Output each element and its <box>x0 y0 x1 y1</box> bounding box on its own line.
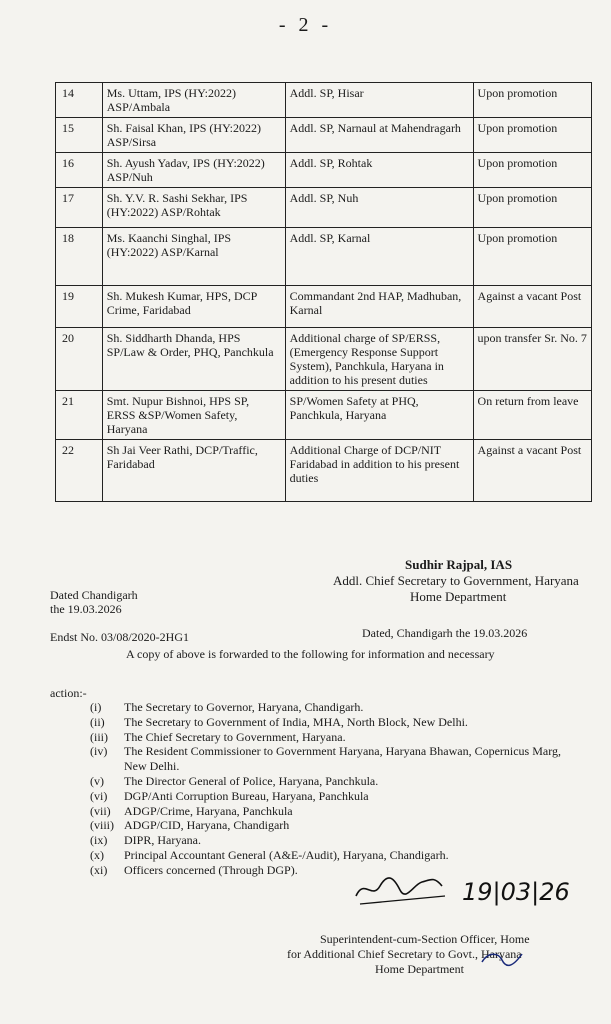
list-item <box>90 789 579 804</box>
recipient-list <box>90 700 579 878</box>
serial-number-cell: 14 <box>56 83 103 118</box>
posting-cell: Additional Charge of DCP/NIT Faridabad in addition to his present duties <box>285 440 473 502</box>
serial-number-cell: 15 <box>56 118 103 153</box>
posting-cell: Additional charge of SP/ERSS, (Emergency Response Support System), Panchkula, Haryana in addition to his present duties <box>285 328 473 391</box>
superintendent-line3: Home Department <box>375 962 464 976</box>
superintendent-line2: for Additional Chief Secretary to Govt., Haryana <box>287 947 522 961</box>
table-row <box>56 153 592 188</box>
officer-name-cell: Sh. Siddharth Dhanda, HPS SP/Law & Order, PHQ, Panchkula <box>102 328 285 391</box>
list-item <box>90 818 579 833</box>
remarks-cell: Upon promotion <box>473 153 591 188</box>
posting-cell: Addl. SP, Rohtak <box>285 153 473 188</box>
action-label: action:- <box>50 686 87 700</box>
posting-cell: Addl. SP, Karnal <box>285 228 473 286</box>
serial-number-cell: 17 <box>56 188 103 228</box>
serial-number-cell: 16 <box>56 153 103 188</box>
list-item <box>90 715 579 730</box>
signatory-department: Home Department <box>410 589 507 604</box>
posting-cell: SP/Women Safety at PHQ, Panchkula, Haryana <box>285 391 473 440</box>
remarks-cell: Upon promotion <box>473 118 591 153</box>
recipient-text: The Secretary to Government of India, MHA, North Block, New Delhi. <box>124 714 468 729</box>
recipient-text: ADGP/CID, Haryana, Chandigarh <box>124 818 290 833</box>
recipient-number: (xi) <box>90 862 108 877</box>
list-item <box>90 833 579 848</box>
recipient-number: (vi) <box>90 788 108 803</box>
table-row <box>56 328 592 391</box>
posting-cell: Addl. SP, Narnaul at Mahendragarh <box>285 118 473 153</box>
superintendent-line1: Superintendent-cum-Section Officer, Home <box>320 932 530 946</box>
posting-cell: Addl. SP, Nuh <box>285 188 473 228</box>
remarks-cell: Against a vacant Post <box>473 286 591 328</box>
table-row <box>56 188 592 228</box>
signatory-name: Sudhir Rajpal, IAS <box>405 557 513 572</box>
signatory-designation: Addl. Chief Secretary to Government, Haryana <box>333 573 579 588</box>
officer-name-cell: Sh. Y.V. R. Sashi Sekhar, IPS (HY:2022) ASP/Rohtak <box>102 188 285 228</box>
officer-name-cell: Sh. Mukesh Kumar, HPS, DCP Crime, Faridabad <box>102 286 285 328</box>
table-row <box>56 83 592 118</box>
recipient-number: (x) <box>90 847 104 862</box>
serial-number-cell: 20 <box>56 328 103 391</box>
recipient-text: The Director General of Police, Haryana, Panchkula. <box>124 773 379 788</box>
recipient-text: Officers concerned (Through DGP). <box>124 862 298 877</box>
table-row <box>56 440 592 502</box>
remarks-cell: Upon promotion <box>473 228 591 286</box>
recipient-text: The Secretary to Governor, Haryana, Chandigarh. <box>124 700 364 714</box>
posting-cell: Addl. SP, Hisar <box>285 83 473 118</box>
recipient-text: The Chief Secretary to Government, Haryana. <box>124 729 346 744</box>
posting-cell: Commandant 2nd HAP, Madhuban, Karnal <box>285 286 473 328</box>
officer-name-cell: Smt. Nupur Bishnoi, HPS SP, ERSS &SP/Women Safety, Haryana <box>102 391 285 440</box>
recipient-number: (viii) <box>90 818 114 833</box>
initials-mark <box>478 948 528 972</box>
recipient-number: (ii) <box>90 714 105 729</box>
list-item <box>90 744 579 774</box>
remarks-cell: Against a vacant Post <box>473 440 591 502</box>
table-row <box>56 286 592 328</box>
forward-text: A copy of above is forwarded to the following for information and necessary <box>126 647 495 661</box>
endst-dated: Dated, Chandigarh the 19.03.2026 <box>362 626 528 640</box>
serial-number-cell: 21 <box>56 391 103 440</box>
serial-number-cell: 18 <box>56 228 103 286</box>
recipient-text: DIPR, Haryana. <box>124 833 201 848</box>
page-number: - 2 - <box>278 14 333 36</box>
recipient-text: Principal Accountant General (A&E-/Audit), Haryana, Chandigarh. <box>124 847 449 862</box>
list-item <box>90 804 579 819</box>
recipient-number: (iii) <box>90 729 108 744</box>
endst-number: Endst No. 03/08/2020-2HG1 <box>50 630 189 644</box>
table-row <box>56 391 592 440</box>
handwritten-date: 19|03|26 <box>462 878 570 906</box>
recipient-number: (i) <box>90 700 102 714</box>
recipient-text: ADGP/Crime, Haryana, Panchkula <box>124 803 293 818</box>
handwritten-signature <box>350 856 580 926</box>
recipient-text: The Resident Commissioner to Government Haryana, Haryana Bhawan, Copernicus Marg, New Delhi. <box>124 744 562 774</box>
recipient-number: (iv) <box>90 744 108 759</box>
list-item <box>90 700 579 715</box>
recipient-number: (vii) <box>90 803 111 818</box>
dated-place-line2: the 19.03.2026 <box>50 602 122 616</box>
remarks-cell: On return from leave <box>473 391 591 440</box>
recipient-number: (ix) <box>90 833 108 848</box>
officer-name-cell: Sh. Ayush Yadav, IPS (HY:2022) ASP/Nuh <box>102 153 285 188</box>
list-item <box>90 774 579 789</box>
officer-name-cell: Sh. Faisal Khan, IPS (HY:2022) ASP/Sirsa <box>102 118 285 153</box>
officer-name-cell: Sh Jai Veer Rathi, DCP/Traffic, Faridabad <box>102 440 285 502</box>
table-row <box>56 118 592 153</box>
list-item <box>90 730 579 745</box>
recipient-text: DGP/Anti Corruption Bureau, Haryana, Panchkula <box>124 788 369 803</box>
dated-place-line1: Dated Chandigarh <box>50 588 138 602</box>
serial-number-cell: 19 <box>56 286 103 328</box>
table-row <box>56 228 592 286</box>
posting-table <box>55 82 592 502</box>
recipient-number: (v) <box>90 773 104 788</box>
officer-name-cell: Ms. Uttam, IPS (HY:2022) ASP/Ambala <box>102 83 285 118</box>
remarks-cell: upon transfer Sr. No. 7 <box>473 328 591 391</box>
remarks-cell: Upon promotion <box>473 83 591 118</box>
dated-place <box>50 588 138 616</box>
serial-number-cell: 22 <box>56 440 103 502</box>
remarks-cell: Upon promotion <box>473 188 591 228</box>
officer-name-cell: Ms. Kaanchi Singhal, IPS (HY:2022) ASP/Karnal <box>102 228 285 286</box>
